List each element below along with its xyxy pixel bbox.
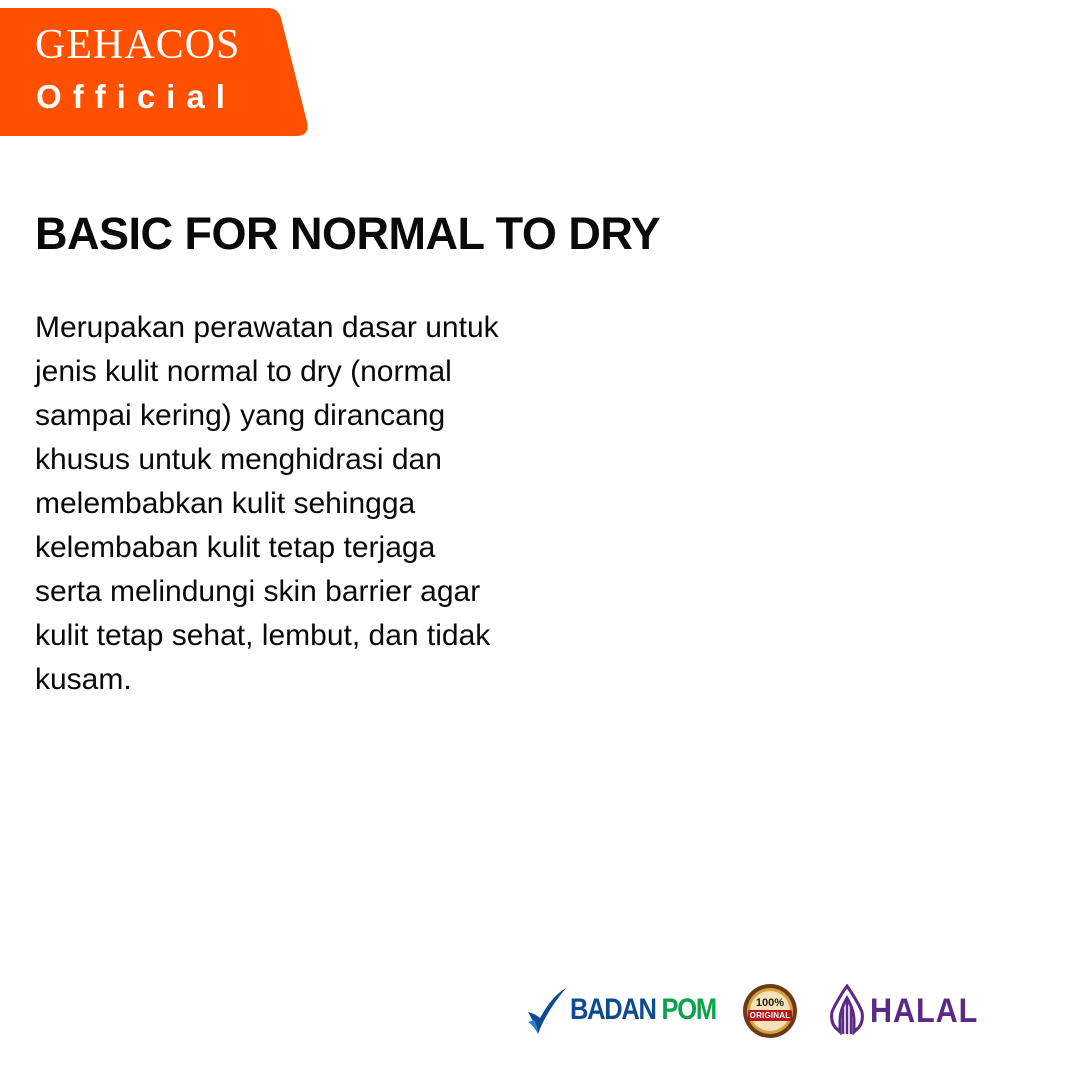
description-line: Merupakan perawatan dasar untuk: [35, 311, 499, 344]
description-line: kusam.: [35, 663, 132, 696]
description-line: serta melindungi skin barrier agar: [35, 575, 481, 608]
halal-logo: [826, 984, 979, 1036]
halal-icon: [826, 984, 868, 1036]
brand-tag: [0, 8, 310, 136]
product-description: [35, 306, 595, 702]
description-line: jenis kulit normal to dry (normal: [35, 355, 452, 388]
brand-name: GEHACOS: [35, 22, 241, 68]
original-seal-top-text: 100%: [755, 997, 785, 1009]
description-line: khusus untuk menghidrasi dan: [35, 443, 442, 476]
product-headline: BASIC FOR NORMAL TO DRY: [35, 208, 661, 259]
original-seal-bottom-text: ORIGINAL: [749, 1011, 791, 1020]
badan-pom-icon: [524, 982, 570, 1038]
badan-pom-label: [570, 993, 716, 1027]
pom-label: POM: [661, 993, 716, 1026]
description-line: kelembaban kulit tetap terjaga: [35, 531, 436, 564]
halal-label: HALAL: [870, 992, 979, 1030]
description-line: sampai kering) yang dirancang: [35, 399, 446, 432]
certification-logos: [524, 980, 979, 1040]
description-line: kulit tetap sehat, lembut, dan tidak: [35, 619, 491, 652]
original-seal-icon: [742, 983, 798, 1039]
brand-subtitle: Official: [36, 78, 236, 115]
badan-label: BADAN: [570, 993, 656, 1026]
description-line: melembabkan kulit sehingga: [35, 487, 416, 520]
badan-pom-logo: [524, 982, 714, 1038]
